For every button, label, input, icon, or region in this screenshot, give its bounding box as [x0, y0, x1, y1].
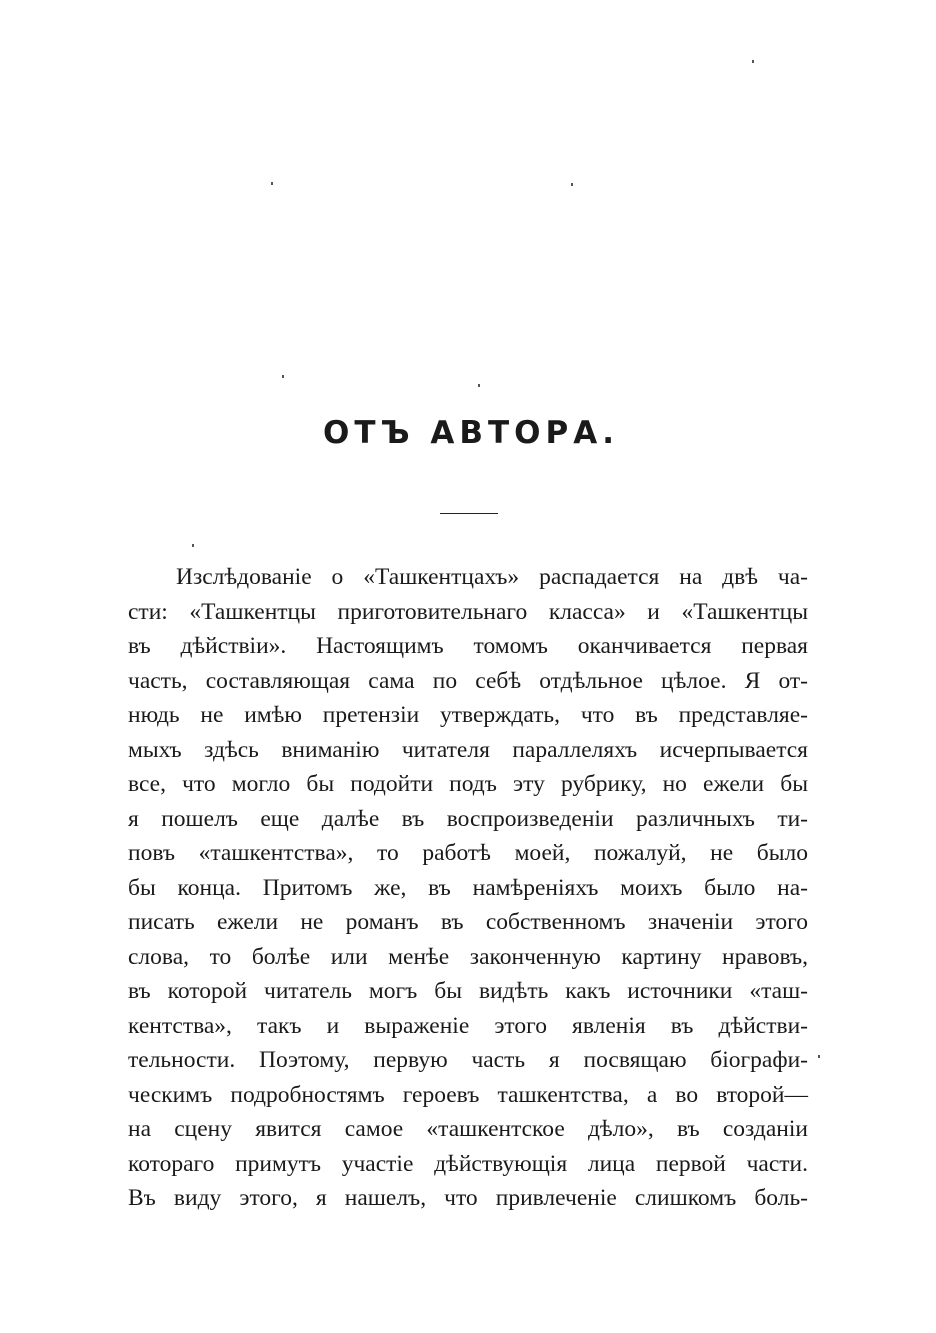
scan-speck	[752, 60, 754, 63]
scan-speck	[282, 375, 284, 378]
scan-speck	[271, 182, 273, 185]
scan-speck	[571, 183, 573, 186]
text-line: Изслѣдованіе о «Ташкентцахъ» распадается на двѣ ча-	[176, 564, 808, 590]
text-line: въ дѣйствіи». Настоящимъ томомъ оканчивается первая	[128, 633, 808, 659]
text-line: Въ виду этого, я нашелъ, что привлеченіе слишкомъ боль-	[128, 1185, 808, 1211]
text-line: писать ежели не романъ въ собственномъ значеніи этого	[128, 909, 808, 935]
text-line: бы конца. Притомъ же, въ намѣреніяхъ моихъ было на-	[128, 874, 808, 901]
text-line: на сцену явится самое «ташкентское дѣло», въ созданіи	[128, 1116, 808, 1142]
body-paragraph	[128, 560, 808, 1216]
text-line: ческимъ подробностямъ героевъ ташкентства, а во второй—	[128, 1081, 808, 1108]
scan-speck	[192, 544, 194, 547]
text-line: часть, составляющая сама по себѣ отдѣльное цѣлое. Я от-	[128, 667, 808, 694]
scan-speck	[818, 1055, 820, 1058]
text-line: сти: «Ташкентцы приготовительнаго класса» и «Ташкентцы	[128, 598, 808, 625]
text-line: въ которой читатель могъ бы видѣть какъ источники «таш-	[128, 978, 808, 1004]
scan-speck	[478, 384, 480, 387]
text-line: котораго примутъ участіе дѣйствующія лица первой части.	[128, 1150, 808, 1177]
text-line: кентства», такъ и выраженіе этого явленія въ дѣйстви-	[128, 1012, 808, 1039]
text-line: мыхъ здѣсь вниманію читателя параллеляхъ исчерпывается	[128, 736, 808, 763]
text-line: тельности. Поэтому, первую часть я посвящаю біографи-	[128, 1047, 808, 1073]
text-line: повъ «ташкентства», то работѣ моей, пожалуй, не было	[128, 840, 808, 866]
chapter-title: ОТЪ АВТОРА.	[322, 415, 620, 451]
text-line: нюдь не имѣю претензіи утверждать, что въ представляе-	[128, 702, 808, 728]
text-line: слова, то болѣе или менѣе законченную картину нравовъ,	[128, 943, 808, 970]
text-line: все, что могло бы подойти подъ эту рубрику, но ежели бы	[128, 771, 808, 797]
text-line: я пошелъ еще далѣе въ воспроизведеніи различныхъ ти-	[128, 805, 808, 832]
title-divider	[440, 513, 498, 514]
